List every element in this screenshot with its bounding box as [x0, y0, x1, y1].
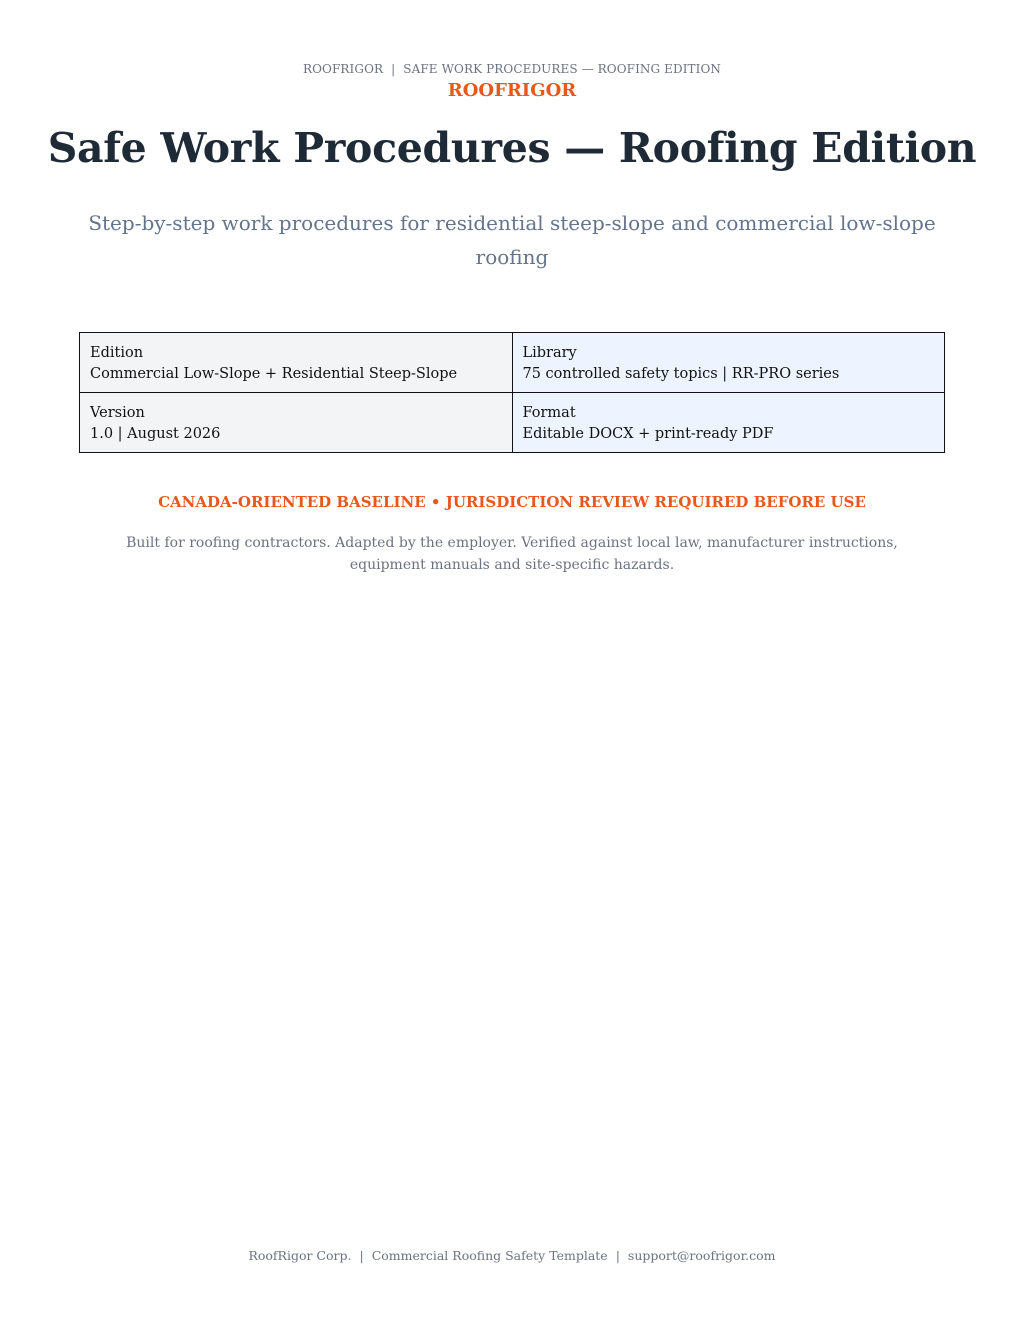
meta-cell-edition — [80, 333, 513, 393]
jurisdiction-notice: CANADA-ORIENTED BASELINE • JURISDICTION REVIEW REQUIRED BEFORE USE — [158, 493, 866, 511]
footer-company: RoofRigor Corp. — [248, 1248, 352, 1263]
page-footer — [0, 1248, 1024, 1263]
page-subtitle: Step-by-step work procedures for residential steep-slope and commercial low-slope roofing — [88, 211, 936, 269]
meta-cell-library — [512, 333, 945, 393]
page-title: Safe Work Procedures — Roofing Edition — [47, 124, 977, 172]
meta-value-library: 75 controlled safety topics | RR-PRO series — [522, 366, 840, 382]
header-separator: | — [391, 62, 396, 76]
running-header — [0, 62, 1024, 76]
header-doc-title: SAFE WORK PROCEDURES — ROOFING EDITION — [403, 62, 722, 76]
footer-separator: | — [615, 1248, 620, 1263]
meta-row — [80, 393, 945, 453]
footer-separator: | — [359, 1248, 364, 1263]
meta-label-library: Library — [522, 345, 577, 361]
meta-value-edition: Commercial Low-Slope + Residential Steep-Slope — [90, 366, 458, 382]
footer-email: support@roofrigor.com — [627, 1248, 776, 1263]
footer-template: Commercial Roofing Safety Template — [371, 1248, 608, 1263]
meta-label-edition: Edition — [90, 345, 144, 361]
meta-label-version: Version — [90, 405, 145, 421]
document-meta-table — [79, 332, 945, 453]
meta-row — [80, 333, 945, 393]
meta-label-format: Format — [522, 405, 576, 421]
header-company: ROOFRIGOR — [302, 62, 384, 76]
meta-cell-version — [80, 393, 513, 453]
description-text: Built for roofing contractors. Adapted by the employer. Verified against local law, manufacturer instructions, equipment manuals and site-specific hazards. — [126, 535, 898, 573]
meta-cell-format — [512, 393, 945, 453]
meta-value-format: Editable DOCX + print-ready PDF — [522, 426, 774, 442]
meta-value-version: 1.0 | August 2026 — [90, 426, 221, 442]
brand-wordmark: ROOFRIGOR — [447, 80, 577, 101]
